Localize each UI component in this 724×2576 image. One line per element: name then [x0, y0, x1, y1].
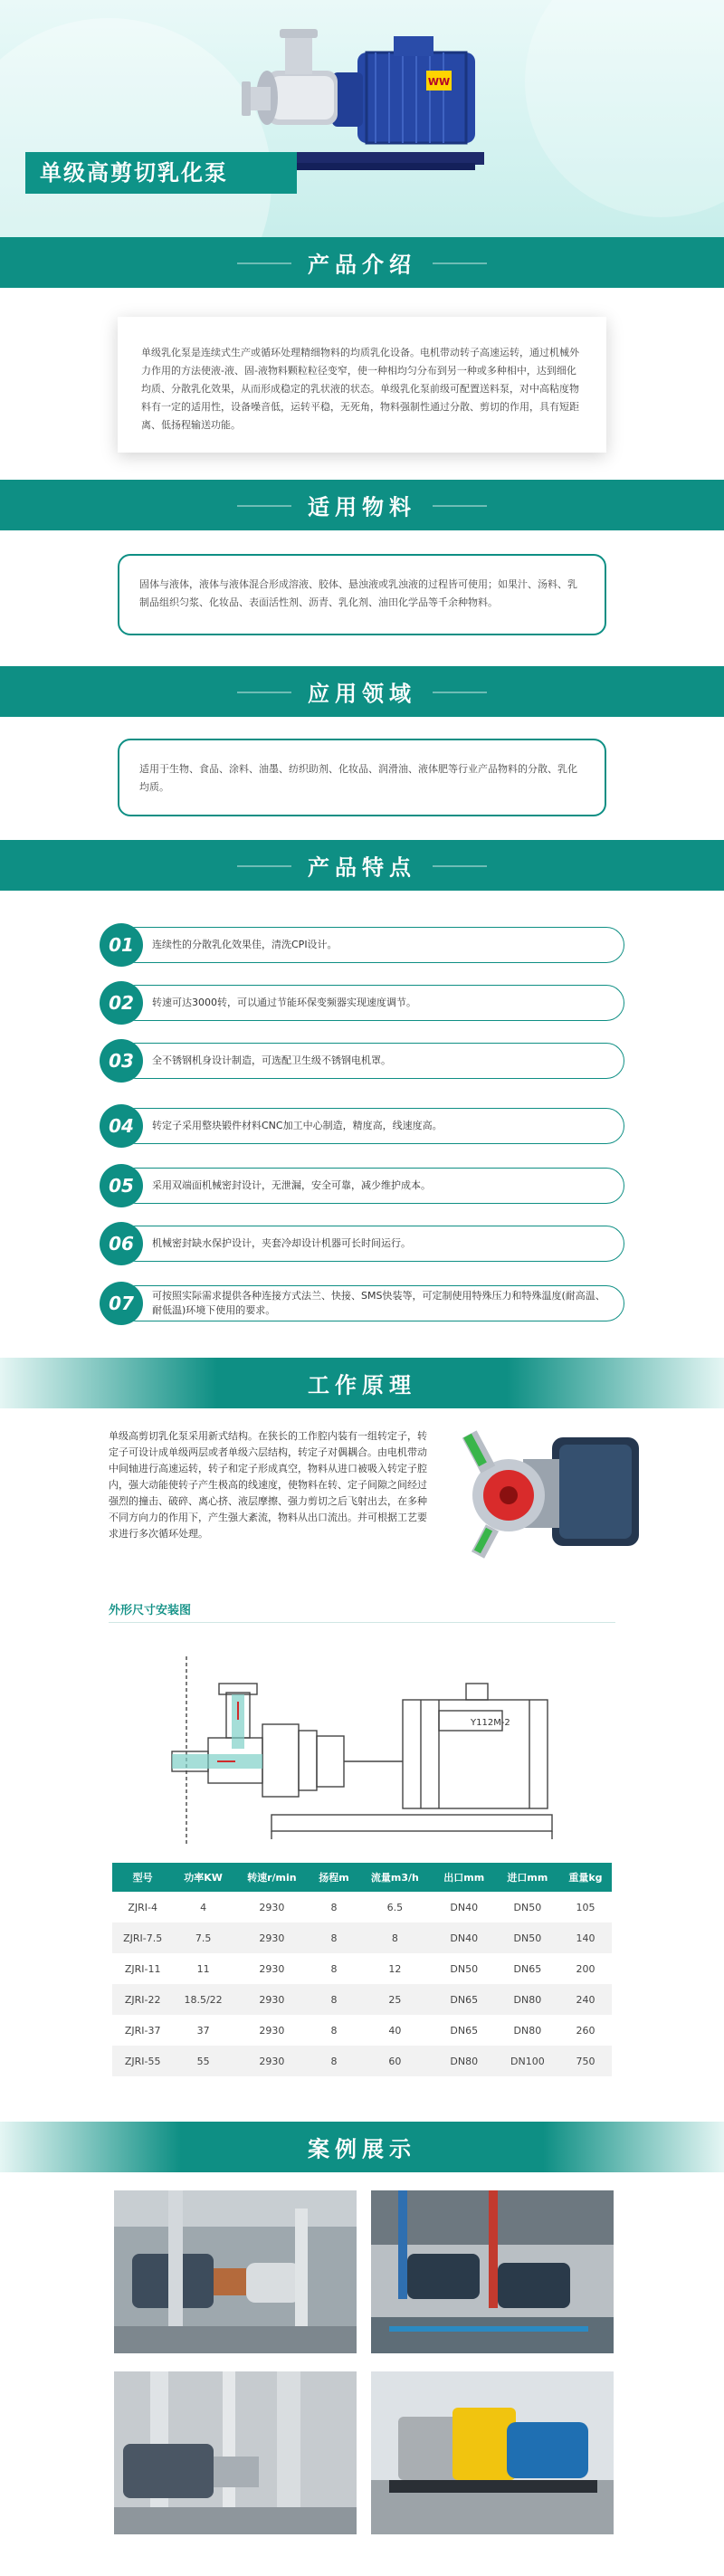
section-header-principle	[0, 1358, 724, 1408]
section-title-features: 产品特点	[308, 850, 416, 882]
spec-table	[112, 1863, 612, 2076]
feature-item	[100, 1108, 624, 1144]
table-cell: 6.5	[357, 1892, 433, 1922]
table-cell: 200	[559, 1953, 612, 1984]
table-cell: 12	[357, 1953, 433, 1984]
feature-item	[100, 1168, 624, 1204]
hero-banner	[0, 0, 724, 237]
table-cell: ZJRI-7.5	[112, 1922, 173, 1953]
section-title-principle: 工作原理	[308, 1372, 416, 1398]
feature-item	[100, 985, 624, 1021]
section-header-features	[0, 840, 724, 891]
table-cell: DN50	[496, 1922, 559, 1953]
fields-card	[118, 739, 606, 816]
intro-text: 单级乳化泵是连续式生产或循环处理精细物料的均质乳化设备。电机带动转子高速运转，通过机械外力作用的方法使液-液、固-液物料颗粒粒径变窄，使一种相均匀分布到另一种或多种相中，达到细化均质、分散乳化效果，从而形成稳定的乳状液的状态。单级乳化泵前级可配置送料泵，对中高粘度物料有一定的适用性，设备噪音低，运转平稳，无死角，物料强制性通过分散、剪切的作用，具有短距离、低扬程输送功能。	[141, 347, 579, 431]
feature-item	[100, 1226, 624, 1262]
feature-number: 02	[100, 981, 143, 1025]
feature-text: 采用双端面机械密封设计，无泄漏，安全可靠，减少维护成本。	[152, 1179, 431, 1191]
table-cell: DN50	[433, 1953, 496, 1984]
column-header: 转速r/min	[233, 1863, 310, 1892]
table-cell: DN65	[433, 1984, 496, 2015]
table-cell: 2930	[233, 1953, 310, 1984]
principle-text: 单级高剪切乳化泵采用新式结构。在狭长的工作腔内装有一组转定子，转定子可设计成单级两层或者单级六层结构，转定子对偶耦合。由电机带动中间轴进行高速运转，转子和定子形成真空，物料从进口被吸入转定子腔内，强大动能使转子产生极高的线速度，使物料在转、定子间隙之间经过强烈的撞击、破碎、离心挤、液层摩擦、强力剪切之后飞射出去，在多种不同方向力的作用下，产生强大紊流，物料从出口流出。并可根据工艺要求进行多次循环处理。	[109, 1430, 427, 1540]
table-cell: ZJRI-55	[112, 2046, 173, 2076]
table-cell: 8	[310, 1953, 357, 1984]
section-title-materials: 适用物料	[308, 490, 416, 521]
intro-card	[118, 317, 606, 453]
column-header: 扬程m	[310, 1863, 357, 1892]
feature-number: 06	[100, 1222, 143, 1265]
column-header: 重量kg	[559, 1863, 612, 1892]
table-cell: DN80	[433, 2046, 496, 2076]
section-title-cases: 案例展示	[308, 2136, 416, 2162]
feature-item	[100, 1043, 624, 1079]
column-header: 进口mm	[496, 1863, 559, 1892]
table-cell: ZJRI-4	[112, 1892, 173, 1922]
feature-item	[100, 927, 624, 963]
table-cell: 8	[310, 2015, 357, 2046]
pump-badge: WW	[427, 76, 451, 88]
table-cell: 2930	[233, 1984, 310, 2015]
dimension-title: 外形尺寸安装图	[109, 1604, 192, 1617]
table-row	[112, 1984, 612, 2015]
table-cell: 105	[559, 1892, 612, 1922]
table-cell: DN100	[496, 2046, 559, 2076]
table-cell: DN65	[496, 1953, 559, 1984]
table-cell: DN40	[433, 1922, 496, 1953]
table-cell: ZJRI-37	[112, 2015, 173, 2046]
column-header: 功率KW	[173, 1863, 233, 1892]
table-row	[112, 1953, 612, 1984]
table-cell: DN80	[496, 2015, 559, 2046]
feature-number: 04	[100, 1104, 143, 1148]
table-cell: 60	[357, 2046, 433, 2076]
feature-text: 全不锈钢机身设计制造，可选配卫生级不锈钢电机罩。	[152, 1054, 391, 1066]
hero-title: 单级高剪切乳化泵	[25, 152, 297, 194]
table-cell: 2930	[233, 2046, 310, 2076]
feature-text: 连续性的分散乳化效果佳，清洗CPI设计。	[152, 939, 338, 950]
table-cell: 8	[310, 1892, 357, 1922]
feature-text: 转速可达3000转，可以通过节能环保变频器实现速度调节。	[152, 997, 416, 1008]
table-cell: 750	[559, 2046, 612, 2076]
table-cell: ZJRI-11	[112, 1953, 173, 1984]
section-title-fields: 应用领域	[308, 676, 416, 708]
table-header-row	[112, 1863, 612, 1892]
table-cell: 18.5/22	[173, 1984, 233, 2015]
table-cell: 8	[310, 1922, 357, 1953]
table-cell: 8	[310, 1984, 357, 2015]
table-cell: ZJRI-22	[112, 1984, 173, 2015]
table-cell: 37	[173, 2015, 233, 2046]
section-title-intro: 产品介绍	[308, 247, 416, 279]
table-cell: DN65	[433, 2015, 496, 2046]
table-cell: 240	[559, 1984, 612, 2015]
feature-text: 可按照实际需求提供各种连接方式法兰、快接、SMS快装等，可定制使用特殊压力和特殊温度(耐高温、耐低温)环境下使用的要求。	[152, 1290, 605, 1316]
column-header: 出口mm	[433, 1863, 496, 1892]
dimension-drawing	[136, 1629, 588, 1846]
table-cell: 25	[357, 1984, 433, 2015]
case-photo	[371, 2190, 614, 2353]
table-cell: 40	[357, 2015, 433, 2046]
table-cell: 140	[559, 1922, 612, 1953]
feature-number: 01	[100, 923, 143, 967]
table-cell: DN40	[433, 1892, 496, 1922]
table-cell: DN80	[496, 1984, 559, 2015]
feature-text: 转定子采用整块锻件材料CNC加工中心制造，精度高，线速度高。	[152, 1120, 443, 1131]
section-header-intro	[0, 237, 724, 288]
feature-item	[100, 1285, 624, 1321]
pump-cutaway-image	[452, 1419, 643, 1569]
table-cell: 4	[173, 1892, 233, 1922]
section-header-fields	[0, 666, 724, 717]
materials-text: 固体与液体，液体与液体混合形成溶液、胶体、悬浊液或乳浊液的过程皆可使用；如果汁、汤料、乳制品组织匀浆、化妆品、表面活性剂、沥青、乳化剂、油田化学品等千余种物料。	[139, 578, 577, 608]
case-photo	[114, 2190, 357, 2353]
case-photo	[114, 2371, 357, 2534]
table-cell: 2930	[233, 1922, 310, 1953]
table-cell: 8	[357, 1922, 433, 1953]
case-photo	[371, 2371, 614, 2534]
table-cell: 55	[173, 2046, 233, 2076]
divider	[109, 1622, 615, 1623]
feature-number: 07	[100, 1282, 143, 1325]
column-header: 型号	[112, 1863, 173, 1892]
feature-number: 03	[100, 1039, 143, 1083]
feature-text: 机械密封缺水保护设计，夹套冷却设计机器可长时间运行。	[152, 1237, 411, 1249]
table-cell: DN50	[496, 1892, 559, 1922]
table-cell: 2930	[233, 1892, 310, 1922]
feature-number: 05	[100, 1164, 143, 1207]
table-row	[112, 2046, 612, 2076]
table-cell: 2930	[233, 2015, 310, 2046]
table-row	[112, 1892, 612, 1922]
column-header: 流量m3/h	[357, 1863, 433, 1892]
table-cell: 11	[173, 1953, 233, 1984]
table-cell: 7.5	[173, 1922, 233, 1953]
table-row	[112, 2015, 612, 2046]
table-cell: 8	[310, 2046, 357, 2076]
section-header-cases	[0, 2122, 724, 2172]
motor-model-label: Y112M-2	[471, 1718, 510, 1728]
section-header-materials	[0, 480, 724, 530]
table-cell: 260	[559, 2015, 612, 2046]
table-row	[112, 1922, 612, 1953]
fields-text: 适用于生物、食品、涂料、油墨、纺织助剂、化妆品、润滑油、液体肥等行业产品物料的分散、乳化均质。	[139, 763, 577, 793]
materials-card	[118, 554, 606, 635]
